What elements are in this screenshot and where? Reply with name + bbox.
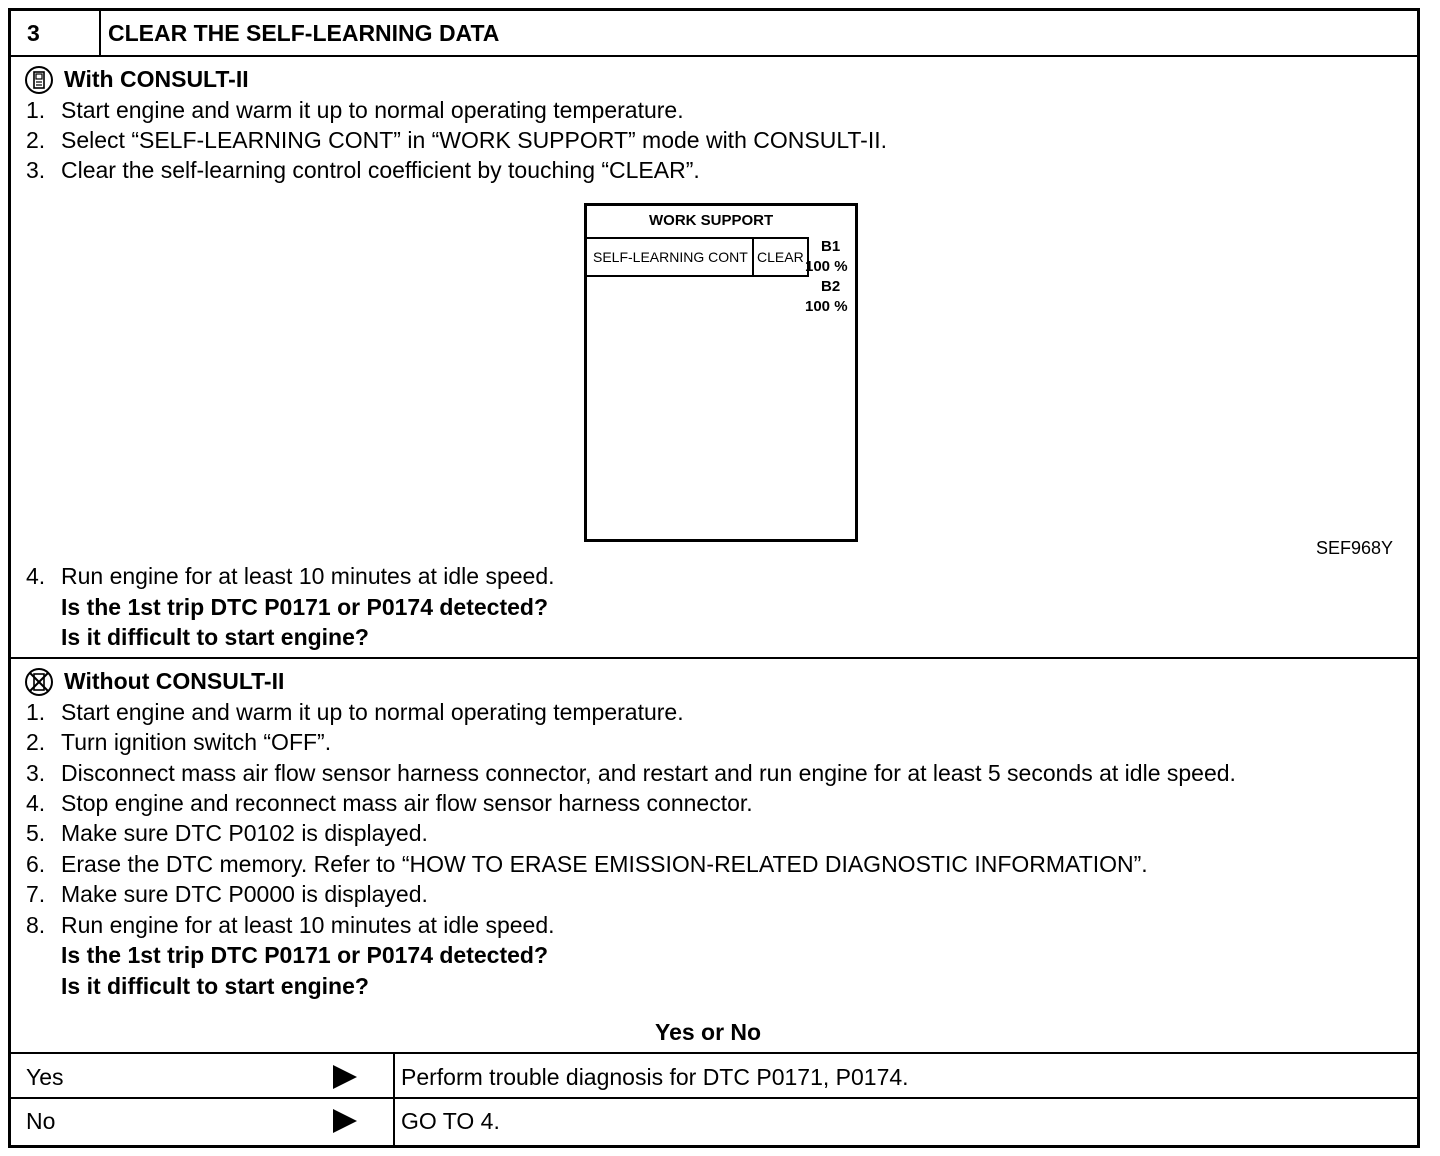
question: Is it difficult to start engine?	[61, 973, 369, 999]
action-no: GO TO 4.	[401, 1108, 500, 1134]
step-text: Run engine for at least 10 minutes at idle speed.	[61, 912, 555, 938]
with-consult-heading: With CONSULT-II	[64, 66, 249, 92]
work-support-screen-figure	[584, 203, 858, 542]
answer-yes: Yes	[26, 1064, 64, 1090]
step-text: Run engine for at least 10 minutes at idle speed.	[61, 563, 555, 589]
step-num: 6.	[26, 851, 46, 877]
step-num: 4.	[26, 790, 46, 816]
step-number: 3	[27, 20, 40, 46]
step-num: 4.	[26, 563, 46, 589]
step-text: Turn ignition switch “OFF”.	[61, 729, 332, 755]
figure-code: SEF968Y	[1316, 538, 1394, 558]
step-title: CLEAR THE SELF-LEARNING DATA	[108, 20, 500, 46]
header-divider	[99, 11, 101, 55]
screen-item-row	[587, 237, 809, 277]
screen-b2-label: B2	[821, 278, 841, 295]
answer-no: No	[26, 1108, 56, 1134]
step-num: 3.	[26, 157, 46, 183]
step-text: Make sure DTC P0102 is displayed.	[61, 820, 428, 846]
action-yes: Perform trouble diagnosis for DTC P0171, P0174.	[401, 1064, 909, 1090]
question: Is the 1st trip DTC P0171 or P0174 detected?	[61, 942, 549, 968]
screen-item-label: SELF-LEARNING CONT	[593, 249, 748, 265]
consult-ii-icon	[24, 65, 54, 95]
screen-item-divider	[752, 239, 754, 275]
screen-b1-label: B1	[821, 238, 841, 255]
arrow-right-icon	[333, 1065, 357, 1089]
step-num: 5.	[26, 820, 46, 846]
decision-rule	[11, 1052, 1417, 1054]
step-text: Start engine and warm it up to normal operating temperature.	[61, 97, 684, 123]
screen-b1-value: 100 %	[805, 258, 848, 275]
question: Is the 1st trip DTC P0171 or P0174 detected?	[61, 594, 549, 620]
section-rule	[11, 657, 1417, 659]
step-text: Select “SELF-LEARNING CONT” in “WORK SUPPORT” mode with CONSULT-II.	[61, 127, 888, 153]
step-text: Stop engine and reconnect mass air flow sensor harness connector.	[61, 790, 753, 816]
screen-b2-value: 100 %	[805, 298, 848, 315]
step-num: 1.	[26, 699, 46, 725]
screen-title: WORK SUPPORT	[649, 212, 774, 229]
step-num: 2.	[26, 127, 46, 153]
step-text: Clear the self-learning control coefficient by touching “CLEAR”.	[61, 157, 700, 183]
diagnostic-procedure-table	[8, 8, 1420, 1148]
step-text: Make sure DTC P0000 is displayed.	[61, 881, 428, 907]
arrow-right-icon	[333, 1109, 357, 1133]
step-num: 7.	[26, 881, 46, 907]
screen-clear-button: CLEAR	[757, 249, 804, 265]
decision-prompt: Yes or No	[655, 1019, 762, 1045]
header-rule	[11, 55, 1417, 57]
question: Is it difficult to start engine?	[61, 624, 369, 650]
step-text: Start engine and warm it up to normal operating temperature.	[61, 699, 684, 725]
step-num: 3.	[26, 760, 46, 786]
decision-row-rule	[11, 1097, 1417, 1099]
no-consult-icon	[24, 667, 54, 697]
step-text: Disconnect mass air flow sensor harness connector, and restart and run engine for at least 5 seconds at idle speed.	[61, 760, 1236, 786]
step-num: 2.	[26, 729, 46, 755]
step-num: 1.	[26, 97, 46, 123]
step-text: Erase the DTC memory. Refer to “HOW TO ERASE EMISSION-RELATED DIAGNOSTIC INFORMATION”.	[61, 851, 1148, 877]
step-num: 8.	[26, 912, 46, 938]
without-consult-heading: Without CONSULT-II	[64, 668, 285, 694]
